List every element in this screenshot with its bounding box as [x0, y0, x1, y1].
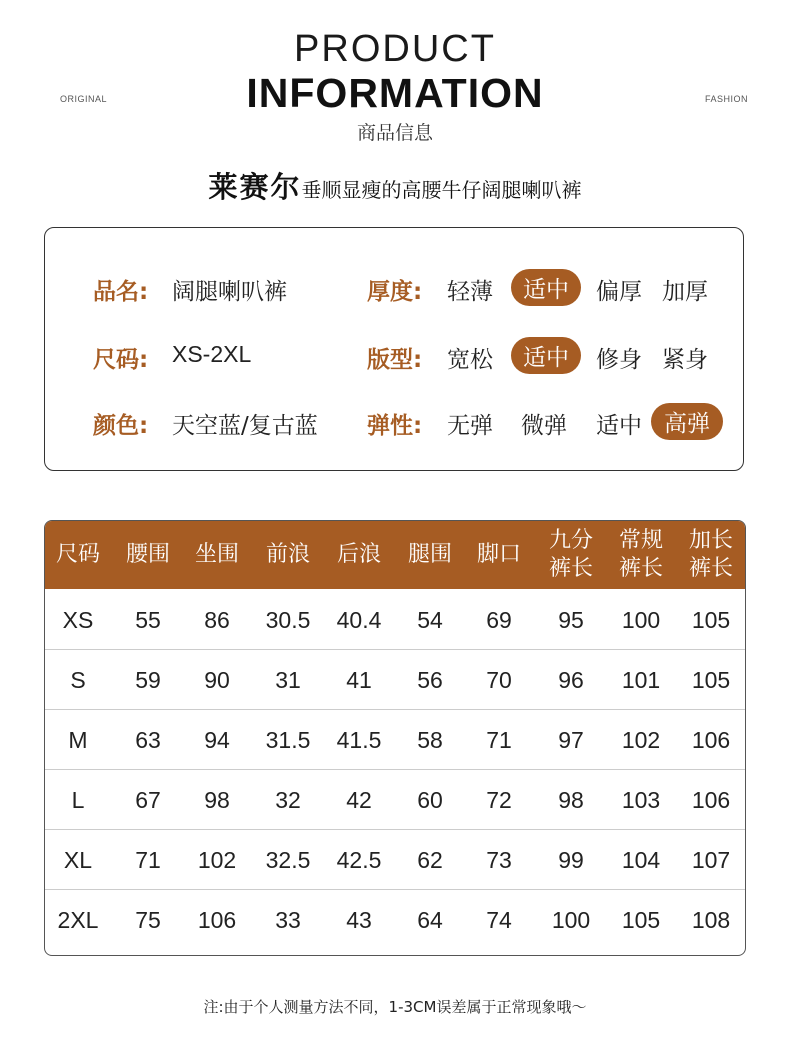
table-cell: 102 [197, 847, 237, 873]
table-row [45, 769, 745, 829]
table-cell: 33 [275, 907, 301, 933]
table-cell: 55 [135, 607, 161, 633]
table-cell: L [71, 787, 85, 813]
table-header-cell: 腰围 [125, 542, 170, 567]
table-cell: 103 [621, 787, 661, 813]
table-cell: 86 [204, 607, 230, 633]
table-row [45, 889, 745, 949]
table-header-cell: 后浪 [336, 542, 381, 567]
table-cell: 72 [486, 787, 512, 813]
table-cell: 74 [486, 907, 512, 933]
table-cell: 99 [558, 847, 584, 873]
table-cell: 31.5 [265, 727, 311, 753]
product-info-box [44, 227, 744, 471]
title-chinese: 商品信息 [356, 122, 433, 144]
table-cell: XL [63, 847, 93, 873]
table-cell: 30.5 [265, 607, 311, 633]
table-cell: 108 [691, 907, 731, 933]
elastic-label: 弹性: [367, 413, 423, 439]
table-cell: 106 [691, 727, 731, 753]
table-cell: 105 [621, 907, 661, 933]
table-cell: 71 [486, 727, 512, 753]
table-cell: 106 [691, 787, 731, 813]
fit-option-tight: 紧身 [662, 347, 708, 373]
color-value: 天空蓝/复古蓝 [172, 413, 318, 439]
table-cell: 63 [135, 727, 161, 753]
original-tag: ORIGINAL [60, 94, 108, 104]
thickness-option-extra-thick: 加厚 [662, 279, 708, 305]
name-value: 阔腿喇叭裤 [172, 279, 287, 305]
table-row [45, 589, 745, 649]
table-cell: 75 [135, 907, 161, 933]
table-cell: 42 [346, 787, 372, 813]
table-cell: 69 [486, 607, 512, 633]
table-cell: 105 [691, 607, 731, 633]
table-header-cell: 前浪 [265, 542, 310, 567]
table-cell: 104 [621, 847, 661, 873]
table-cell: 95 [558, 607, 584, 633]
table-cell: 67 [135, 787, 161, 813]
table-cell: 98 [204, 787, 230, 813]
table-cell: 94 [204, 727, 230, 753]
table-cell: 71 [135, 847, 161, 873]
table-cell: 62 [417, 847, 443, 873]
thickness-option-thick: 偏厚 [596, 279, 642, 305]
elastic-option-medium: 适中 [596, 413, 642, 439]
table-cell: 41.5 [336, 727, 382, 753]
table-cell: 2XL [57, 907, 99, 933]
elastic-option-slight: 微弹 [521, 413, 567, 439]
table-cell: 100 [621, 607, 661, 633]
table-cell: XS [62, 607, 94, 633]
fit-option-slim: 修身 [596, 347, 642, 373]
elastic-option-none: 无弹 [447, 413, 493, 439]
size-value: XS-2XL [172, 341, 252, 367]
table-header-cell: 脚口 [476, 542, 521, 567]
table-cell: 101 [621, 667, 661, 693]
table-header-cell: 九分 裤长 [548, 528, 593, 581]
table-cell: M [68, 727, 88, 753]
table-cell: 98 [558, 787, 584, 813]
table-header [45, 521, 745, 589]
table-header-cell: 加长 裤长 [688, 528, 733, 581]
table-cell: 41 [346, 667, 372, 693]
brand-name: 莱赛尔 [208, 170, 302, 204]
thickness-label: 厚度: [367, 279, 423, 305]
table-header-cell: 常规 裤长 [618, 528, 663, 581]
table-cell: 56 [417, 667, 443, 693]
table-cell: 73 [486, 847, 512, 873]
measurement-note: 注:由于个人测量方法不同，1-3CM误差属于正常现象哦～ [203, 998, 587, 1016]
size-table [44, 520, 746, 956]
table-header-cell: 尺码 [55, 542, 100, 567]
title-information: INFORMATION [246, 70, 544, 116]
product-subtitle [0, 165, 790, 206]
elastic-option-high-selected: 高弹 [651, 403, 723, 440]
table-cell: 70 [486, 667, 512, 693]
fashion-tag: FASHION [705, 94, 749, 104]
color-label: 颜色: [93, 413, 149, 439]
table-header-cell: 坐围 [194, 542, 239, 567]
table-cell: S [70, 667, 86, 693]
fit-option-loose: 宽松 [447, 347, 493, 373]
name-label: 品名: [93, 279, 149, 305]
table-cell: 54 [417, 607, 443, 633]
table-header-cell: 腿围 [407, 542, 452, 567]
table-cell: 64 [417, 907, 443, 933]
table-cell: 106 [197, 907, 237, 933]
table-cell: 40.4 [336, 607, 382, 633]
size-label: 尺码: [93, 347, 149, 373]
table-cell: 96 [558, 667, 584, 693]
table-row [45, 829, 745, 889]
table-row [45, 649, 745, 709]
table-cell: 107 [691, 847, 731, 873]
table-cell: 43 [346, 907, 372, 933]
table-cell: 31 [275, 667, 301, 693]
thickness-option-medium-selected: 适中 [511, 269, 581, 306]
table-cell: 32 [275, 787, 301, 813]
table-cell: 59 [135, 667, 161, 693]
table-cell: 60 [417, 787, 443, 813]
table-cell: 58 [417, 727, 443, 753]
fit-option-regular-selected: 适中 [511, 337, 581, 374]
table-cell: 102 [621, 727, 661, 753]
table-row [45, 709, 745, 769]
product-description: 垂顺显瘦的高腰牛仔阔腿喇叭裤 [301, 178, 582, 202]
fit-label: 版型: [367, 347, 423, 373]
table-cell: 90 [204, 667, 230, 693]
table-cell: 97 [558, 727, 584, 753]
table-cell: 42.5 [336, 847, 382, 873]
table-cell: 100 [551, 907, 591, 933]
table-cell: 105 [691, 667, 731, 693]
table-cell: 32.5 [265, 847, 311, 873]
thickness-option-thin: 轻薄 [447, 279, 493, 305]
title-product: PRODUCT [294, 28, 496, 70]
